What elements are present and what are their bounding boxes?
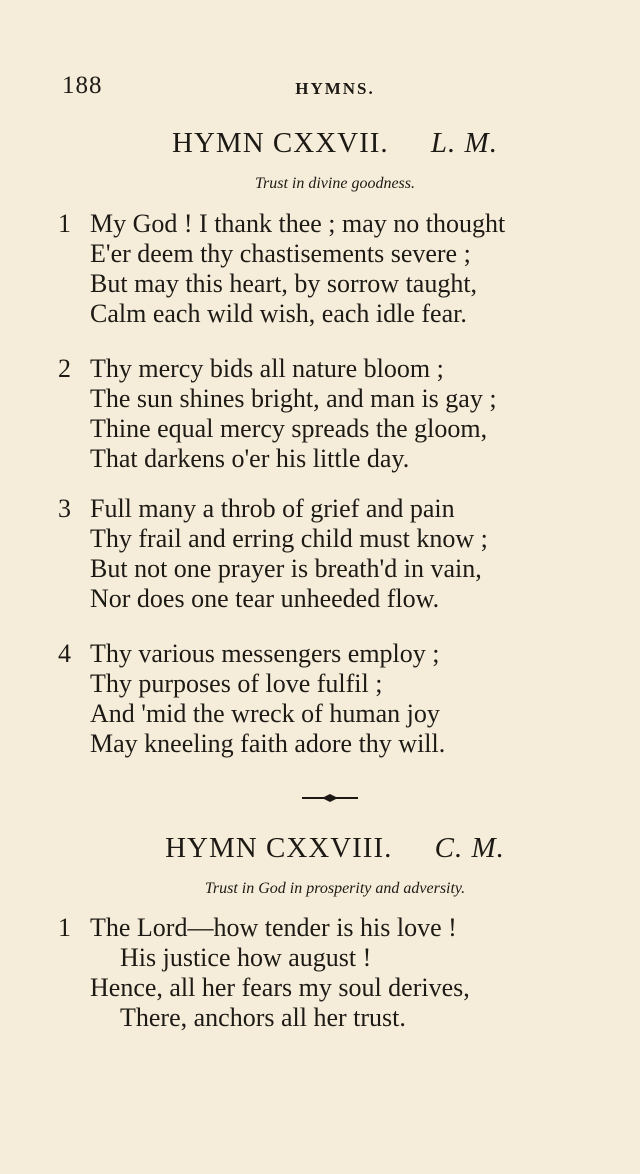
verse-line: Thy frail and erring child must know ; (90, 524, 488, 553)
verse-line: But may this heart, by sorrow taught, (90, 269, 478, 298)
hymn-title (0, 832, 640, 865)
verse-line: E'er deem thy chastisements severe ; (90, 239, 471, 268)
verse-line: That darkens o'er his little day. (90, 444, 410, 473)
verse-text: Full many a throb of grief and pain (90, 494, 455, 523)
verse-line: And 'mid the wreck of human joy (90, 699, 440, 728)
verse-line: The sun shines bright, and man is gay ; (90, 384, 497, 413)
stanza-number: 1 (58, 913, 71, 942)
verse-text: Thy various messengers employ ; (90, 639, 440, 668)
verse-line (58, 639, 618, 669)
stanza (58, 354, 618, 474)
hymn-meter: L. M. (430, 127, 498, 159)
hymn-title (0, 127, 640, 160)
verse-line: But not one prayer is breath'd in vain, (90, 554, 482, 583)
stanza (58, 913, 618, 1033)
verse-line: Nor does one tear unheeded flow. (90, 584, 440, 613)
verse-line (58, 354, 618, 384)
stanza (58, 639, 618, 759)
verse-line: Calm each wild wish, each idle fear. (90, 299, 467, 328)
verse-line: Thy purposes of love fulfil ; (90, 669, 383, 698)
verse-line: There, anchors all her trust. (120, 1003, 406, 1032)
stanza-number: 4 (58, 639, 71, 668)
hymn-number: HYMN CXXVII. (172, 127, 389, 159)
verse-line (58, 913, 618, 943)
verse-text: Thy mercy bids all nature bloom ; (90, 354, 444, 383)
stanza (58, 494, 618, 614)
ornament-divider-icon (300, 792, 360, 804)
page-number: 188 (62, 72, 103, 99)
verse-text: The Lord—how tender is his love ! (90, 913, 457, 942)
hymn-meter: C. M. (434, 832, 505, 864)
stanza (58, 209, 618, 329)
verse-line: May kneeling faith adore thy will. (90, 729, 446, 758)
verse-line (58, 494, 618, 524)
hymn-subtitle: Trust in divine goodness. (254, 175, 415, 192)
verse-text: My God ! I thank thee ; may no thought (90, 209, 506, 238)
stanza-number: 3 (58, 494, 71, 523)
hymn-number: HYMN CXXVIII. (165, 832, 393, 864)
verse-line: Thine equal mercy spreads the gloom, (90, 414, 488, 443)
hymn-subtitle: Trust in God in prosperity and adversity. (204, 880, 466, 897)
stanza-number: 2 (58, 354, 71, 383)
verse-line (58, 209, 618, 239)
running-head: HYMNS. (295, 79, 375, 98)
stanza-number: 1 (58, 209, 71, 238)
verse-line: Hence, all her fears my soul derives, (90, 973, 470, 1002)
verse-line: His justice how august ! (120, 943, 372, 972)
